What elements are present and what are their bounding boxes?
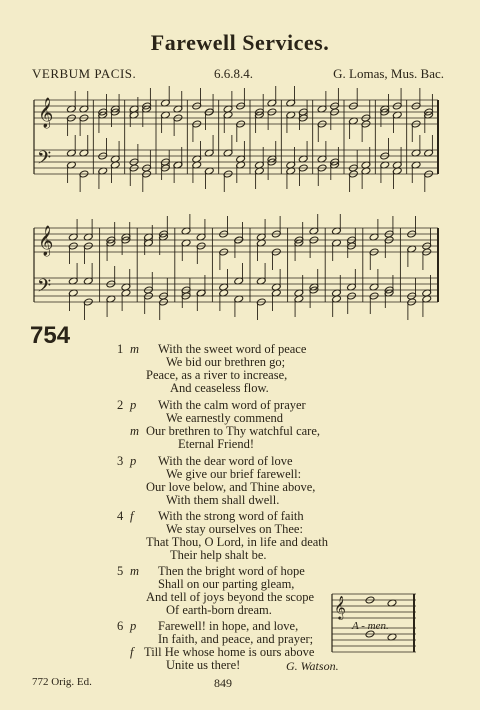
hymn-number: 754 [30, 322, 71, 349]
line-dynamic: f [130, 645, 134, 659]
verse-line: With the calm word of prayer [158, 398, 306, 412]
verse-line: With the dear word of love [158, 454, 293, 468]
verse-number: 6 [117, 619, 124, 633]
verse-number: 2 [117, 398, 124, 412]
tune-name: VERBUM PACIS. [32, 66, 137, 81]
verse-line: Then the bright word of hope [158, 564, 305, 578]
composer: G. Lomas, Mus. Bac. [333, 66, 444, 81]
verse-line: We earnestly commend [166, 411, 284, 425]
svg-text:𝄞: 𝄞 [38, 98, 54, 128]
verse-line: Of earth-born dream. [166, 603, 272, 617]
verse-line: We stay ourselves on Thee: [166, 522, 303, 536]
verse-line: We bid our brethren go; [166, 355, 286, 369]
verse-line: Farewell! in hope, and love, [158, 619, 299, 633]
verse-number: 1 [117, 342, 124, 356]
verse-line: Our brethren to Thy watchful care, [146, 424, 321, 438]
verse-dynamic: p [130, 398, 137, 412]
verse-line: Till He whose home is ours above [144, 645, 315, 659]
verse-line: Eternal Friend! [178, 437, 255, 451]
verse-line: Their help shalt be. [170, 548, 267, 562]
svg-text:𝄞: 𝄞 [334, 595, 346, 619]
page-number: 849 [214, 676, 232, 690]
verse-dynamic: p [130, 454, 137, 468]
music-system-2 [0, 214, 480, 324]
verse-number: 4 [117, 509, 124, 523]
verse-line: In faith, and peace, and prayer; [158, 632, 314, 646]
verse-line: With the sweet word of peace [158, 342, 307, 356]
verse-line: Unite us there! [166, 658, 241, 672]
verse-line: And ceaseless flow. [170, 381, 269, 395]
music-system-1 [0, 86, 480, 196]
meter: 6.6.8.4. [214, 66, 253, 81]
music-score-image [0, 214, 480, 324]
music-score-image [0, 86, 480, 196]
svg-text:𝄞: 𝄞 [38, 226, 54, 256]
verse-line: Our love below, and Thine above, [146, 480, 316, 494]
svg-text:𝄢: 𝄢 [37, 276, 52, 301]
edition-note: 772 Orig. Ed. [32, 676, 92, 688]
verse-dynamic: m [130, 342, 140, 356]
author: G. Watson. [286, 659, 339, 673]
verse-number: 3 [117, 454, 124, 468]
verse-line: Peace, as a river to increase, [146, 368, 288, 382]
line-dynamic: m [130, 424, 140, 438]
verse-dynamic: p [130, 619, 137, 633]
verse-dynamic: f [130, 509, 134, 523]
verse-line: Shall on our parting gleam, [158, 577, 295, 591]
verse-line: With them shall dwell. [166, 493, 280, 507]
svg-text:𝄢: 𝄢 [37, 148, 52, 173]
verse-number: 5 [117, 564, 124, 578]
verse-dynamic: m [130, 564, 140, 578]
verse-line: We give our brief farewell: [166, 467, 302, 481]
verse-line: That Thou, O Lord, in life and death [146, 535, 329, 549]
verse-line: With the strong word of faith [158, 509, 304, 523]
amen-lyric: A - men. [352, 620, 389, 632]
page-title: Farewell Services. [150, 30, 330, 55]
verse-line: And tell of joys beyond the scope [146, 590, 315, 604]
